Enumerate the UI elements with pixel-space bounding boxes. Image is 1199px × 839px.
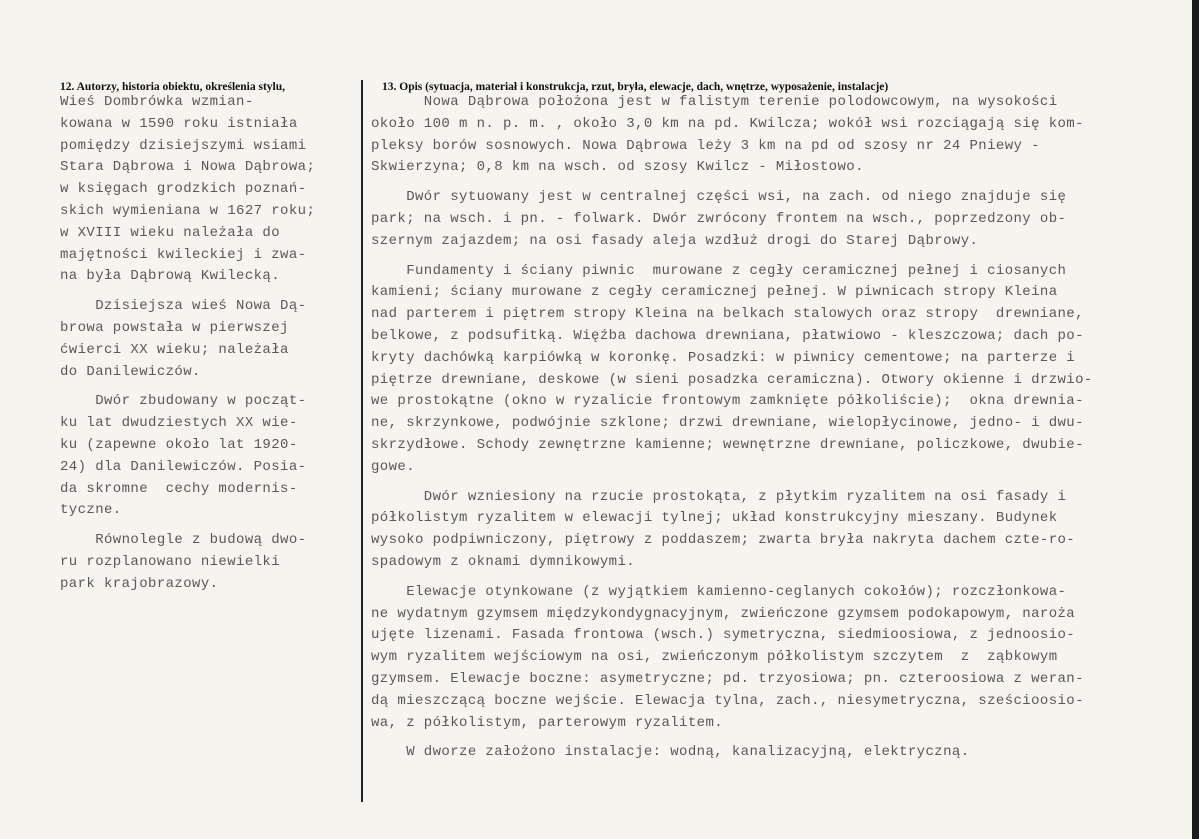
text-line: wym ryzalitem wejściowym na osi, zwieńczonym półkolistym szczytem z ząbkowym	[371, 649, 1058, 666]
text-line: ru rozplanowano niewielki	[60, 553, 281, 570]
text-line: 24) dla Danilewiczów. Posia-	[60, 458, 307, 475]
text-line: kowana w 1590 roku istniała	[60, 115, 298, 132]
text-line: browa powstała w pierwszej	[60, 319, 289, 336]
text-line: półkolistym ryzalitem w elewacji tylnej; układ konstrukcyjny mieszany. Budynek	[371, 510, 1058, 527]
text-line: wa, z półkolistym, parterowym ryzalitem.	[371, 714, 724, 731]
text-line: około 100 m n. p. m. , około 3,0 km na pd. Kwilcza; wokół wsi rozciągają się kom-	[371, 115, 1084, 132]
description-column	[371, 92, 1176, 764]
text-line: ku lat dwudziestych XX wie-	[60, 415, 298, 432]
history-column	[60, 92, 350, 596]
text-line: ne, skrzynkowe, podwójnie szklone; drzwi drewniane, wielopłycinowe, jedno- i dwu-	[371, 415, 1084, 432]
text-line: w księgach grodzkich poznań-	[60, 181, 307, 198]
text-line: Wieś Dombrówka wzmian-	[60, 94, 254, 110]
text-line: W dworze założono instalacje: wodną, kanalizacyjną, elektryczną.	[371, 744, 970, 761]
text-line: majętności kwileckiej i zwa-	[60, 246, 307, 263]
description-paragraph-elevations	[371, 582, 1176, 735]
description-paragraph-installations	[371, 742, 1176, 764]
text-line: Stara Dąbrowa i Nowa Dąbrowa;	[60, 159, 316, 176]
text-line: dą mieszczącą boczne wejście. Elewacja tylna, zach., niesymetryczna, sześcioosio-	[371, 692, 1084, 709]
text-line: kamieni; ściany murowane z cegły ceramicznej pełnej. W piwnicach stropy Kleina	[371, 284, 1058, 301]
text-line: ne wydatnym gzymsem międzykondygnacyjnym, zwieńczone gzymsem podokapowym, naroża	[371, 605, 1076, 622]
paragraph-gap	[371, 574, 1176, 582]
description-paragraph-plan	[371, 487, 1176, 574]
text-line: Elewacje otynkowane (z wyjątkiem kamienno-ceglanych cokołów); rozczłonkowa-	[371, 583, 1067, 600]
text-line: park; na wsch. i pn. - folwark. Dwór zwrócony frontem na wsch., poprzedzony ob-	[371, 210, 1067, 227]
text-line: park krajobrazowy.	[60, 575, 219, 592]
paragraph-gap	[371, 734, 1176, 742]
column-divider	[361, 80, 363, 802]
description-paragraph-location	[371, 92, 1176, 179]
text-line: ujęte lizenami. Fasada frontowa (wsch.) symetryczna, siedmioosiowa, z jednoosio-	[371, 627, 1076, 644]
text-line: nad parterem i piętrem stropy Kleina na belkach stalowych oraz stropy drewniane,	[371, 306, 1084, 323]
text-line: spadowym z oknami dymnikowymi.	[371, 553, 636, 570]
paragraph-gap	[60, 522, 350, 530]
text-line: Nowa Dąbrowa położona jest w falistym terenie polodowcowym, na wysokości	[371, 94, 1058, 110]
paragraph-gap	[371, 179, 1176, 187]
text-line: Równolegle z budową dwo-	[60, 532, 307, 549]
text-line: kryty dachówką karpiówką w koronkę. Posadzki: w piwnicy cementowe; na parterze i	[371, 349, 1076, 366]
history-paragraph-4	[60, 530, 350, 595]
section-12-heading: 12. Autorzy, historia obiektu, określenia stylu,	[60, 81, 286, 93]
text-line: Fundamenty i ściany piwnic murowane z cegły ceramicznej pełnej i ciosanych	[371, 262, 1067, 279]
text-line: skrzydłowe. Schody zewnętrzne kamienne; wewnętrzne drewniane, policzkowe, dwubie-	[371, 436, 1084, 453]
text-line: pleksy borów sosnowych. Nowa Dąbrowa leży 3 km na pd od szosy nr 24 Pniewy -	[371, 137, 1040, 154]
text-line: do Danilewiczów.	[60, 363, 201, 380]
text-line: na była Dąbrową Kwilecką.	[60, 268, 281, 285]
paragraph-gap	[371, 479, 1176, 487]
paragraph-gap	[371, 253, 1176, 261]
text-line: da skromne cechy modernis-	[60, 480, 298, 497]
text-line: w XVIII wieku należała do	[60, 224, 281, 241]
text-line: Skwierzyna; 0,8 km na wsch. od szosy Kwilcz - Miłostowo.	[371, 159, 864, 176]
text-line: gowe.	[371, 458, 416, 475]
text-line: piętrze drewniane, deskowe (w sieni posadzka ceramiczna). Otwory okienne i drzwio-	[371, 371, 1093, 388]
text-line: szernym zajazdem; na osi fasady aleja wzdłuż drogi do Starej Dąbrowy.	[371, 232, 979, 249]
description-paragraph-construction	[371, 261, 1176, 479]
text-line: belkowe, z podsufitką. Więźba dachowa drewniana, płatwiowo - kleszczowa; dach po-	[371, 327, 1084, 344]
paragraph-gap	[60, 288, 350, 296]
text-line: Dzisiejsza wieś Nowa Dą-	[60, 298, 307, 315]
text-line: Dwór sytuowany jest w centralnej części wsi, na zach. od niego znajduje się	[371, 189, 1067, 206]
text-line: Dwór zbudowany w począt-	[60, 393, 307, 410]
history-paragraph-2	[60, 296, 350, 383]
text-line: tyczne.	[60, 502, 122, 519]
paragraph-gap	[60, 383, 350, 391]
text-line: pomiędzy dzisiejszymi wsiami	[60, 137, 307, 154]
text-line: ku (zapewne około lat 1920-	[60, 436, 298, 453]
text-line: skich wymieniana w 1627 roku;	[60, 202, 316, 219]
text-line: Dwór wzniesiony na rzucie prostokąta, z płytkim ryzalitem na osi fasady i	[371, 488, 1067, 505]
text-line: ćwierci XX wieku; należała	[60, 341, 289, 358]
text-line: wysoko podpiwniczony, piętrowy z poddaszem; zwarta bryła nakryta dachem czte-ro-	[371, 532, 1076, 549]
text-line: gzymsem. Elewacje boczne: asymetryczne; pd. trzyosiowa; pn. czteroosiowa z weran-	[371, 670, 1084, 687]
description-paragraph-situation	[371, 187, 1176, 252]
text-line: we prostokątne (okno w ryzalicie frontowym zamknięte półkoliście); okna drewnia-	[371, 393, 1084, 410]
history-paragraph-1	[60, 92, 350, 288]
section-13-heading: 13. Opis (sytuacja, materiał i konstrukcja, rzut, bryła, elewacje, dach, wnętrze, wyposażenie, instalacje)	[382, 81, 889, 93]
history-paragraph-3	[60, 391, 350, 522]
card-edge	[1192, 0, 1199, 839]
